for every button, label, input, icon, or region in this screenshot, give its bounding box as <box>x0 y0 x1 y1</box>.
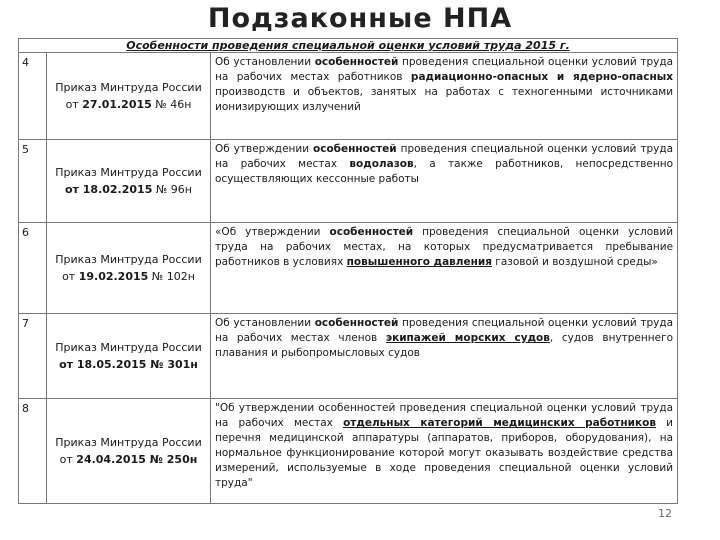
order-prefix: от <box>65 98 83 111</box>
desc-text: газовой и воздушной среды» <box>491 256 658 268</box>
order-issuer: Приказ Минтруда России <box>55 166 202 179</box>
desc-text: проведения специальной оценки условий труда на рабочих местах, на которых предусматривается пребывание работников в условиях <box>215 226 674 268</box>
order-number: № 96н <box>152 183 192 196</box>
desc-text: проведения специальной оценки условий труда на рабочих местах членов <box>215 317 674 344</box>
order-description <box>211 140 678 223</box>
row-number: 6 <box>19 223 47 314</box>
order-description <box>211 399 678 504</box>
table-row <box>19 53 678 140</box>
desc-highlight: особенностей <box>314 317 399 329</box>
order-description <box>211 53 678 140</box>
order-description <box>211 314 678 399</box>
desc-text: «Об утверждении <box>215 226 330 238</box>
desc-text: Об установлении <box>215 56 315 68</box>
slide-title: Подзаконные НПА <box>207 3 513 34</box>
order-issuer: Приказ Минтруда России <box>55 81 202 94</box>
order-date-line <box>49 268 208 285</box>
table-row <box>19 223 678 314</box>
order-number: № 46н <box>151 98 192 111</box>
table-row <box>19 140 678 223</box>
row-number: 7 <box>19 314 47 399</box>
desc-text: и перечня медицинской аппаратуры (аппаратов, приборов, оборудования), на нормальное функционирование которой могут оказывать воздействие средства измерений, используемые в ходе проведения специальной оценки условий труда" <box>215 417 674 489</box>
order-cell <box>47 140 211 223</box>
table-header: Особенности проведения специальной оценки условий труда 2015 г. <box>19 39 678 53</box>
order-date: 19.02.2015 <box>78 270 149 283</box>
desc-highlight: экипажей морских судов <box>385 332 550 344</box>
order-cell <box>47 314 211 399</box>
order-date: 27.01.2015 <box>82 98 152 111</box>
desc-text: проведения специальной оценки условий труда на рабочих местах <box>215 143 674 170</box>
order-number: № 102н <box>148 270 195 283</box>
desc-text: Об утверждении <box>215 143 314 155</box>
order-date-line <box>49 356 208 373</box>
desc-text: Об установлении <box>215 317 315 329</box>
desc-highlight: особенностей <box>314 56 399 68</box>
desc-text: , а также работников, непосредственно осуществляющих кессонные работы <box>215 158 674 185</box>
desc-text: проведения специальной оценки условий труда на рабочих местах работников <box>215 56 674 83</box>
desc-text: , судов внутреннего плавания и рыбопромысловых судов <box>215 332 674 359</box>
order-cell <box>47 53 211 140</box>
order-date-line <box>49 451 208 468</box>
table-row <box>19 399 678 504</box>
desc-highlight: особенностей <box>313 143 397 155</box>
order-issuer: Приказ Минтруда России <box>55 341 202 354</box>
page-number: 12 <box>658 507 672 520</box>
order-date: от 18.02.2015 <box>65 183 153 196</box>
npa-table <box>18 38 678 504</box>
desc-highlight: отдельных категорий медицинских работников <box>343 417 656 429</box>
order-issuer: Приказ Минтруда России <box>55 253 202 266</box>
desc-highlight: водолазов <box>349 158 414 170</box>
desc-highlight: особенностей <box>329 226 414 238</box>
table-header-row <box>19 39 678 53</box>
desc-highlight: радиационно-опасных и ядерно-опасных <box>410 71 674 83</box>
desc-text: "Об утверждении особенностей проведения специальной оценки условий труда на рабочих местах <box>215 402 674 429</box>
order-description <box>211 223 678 314</box>
desc-highlight: повышенного давления <box>346 256 492 268</box>
order-date: 24.04.2015 № 250н <box>76 453 198 466</box>
order-cell <box>47 399 211 504</box>
order-prefix: от <box>62 270 79 283</box>
order-date-line <box>49 96 208 113</box>
row-number: 8 <box>19 399 47 504</box>
row-number: 4 <box>19 53 47 140</box>
order-date: от 18.05.2015 № 301н <box>59 358 198 371</box>
table-row <box>19 314 678 399</box>
order-cell <box>47 223 211 314</box>
order-issuer: Приказ Минтруда России <box>55 436 202 449</box>
row-number: 5 <box>19 140 47 223</box>
order-date-line <box>49 181 208 198</box>
desc-text: производств и объектов, занятых на работах с техногенными источниками ионизирующих излучений <box>215 86 674 113</box>
order-prefix: от <box>59 453 77 466</box>
